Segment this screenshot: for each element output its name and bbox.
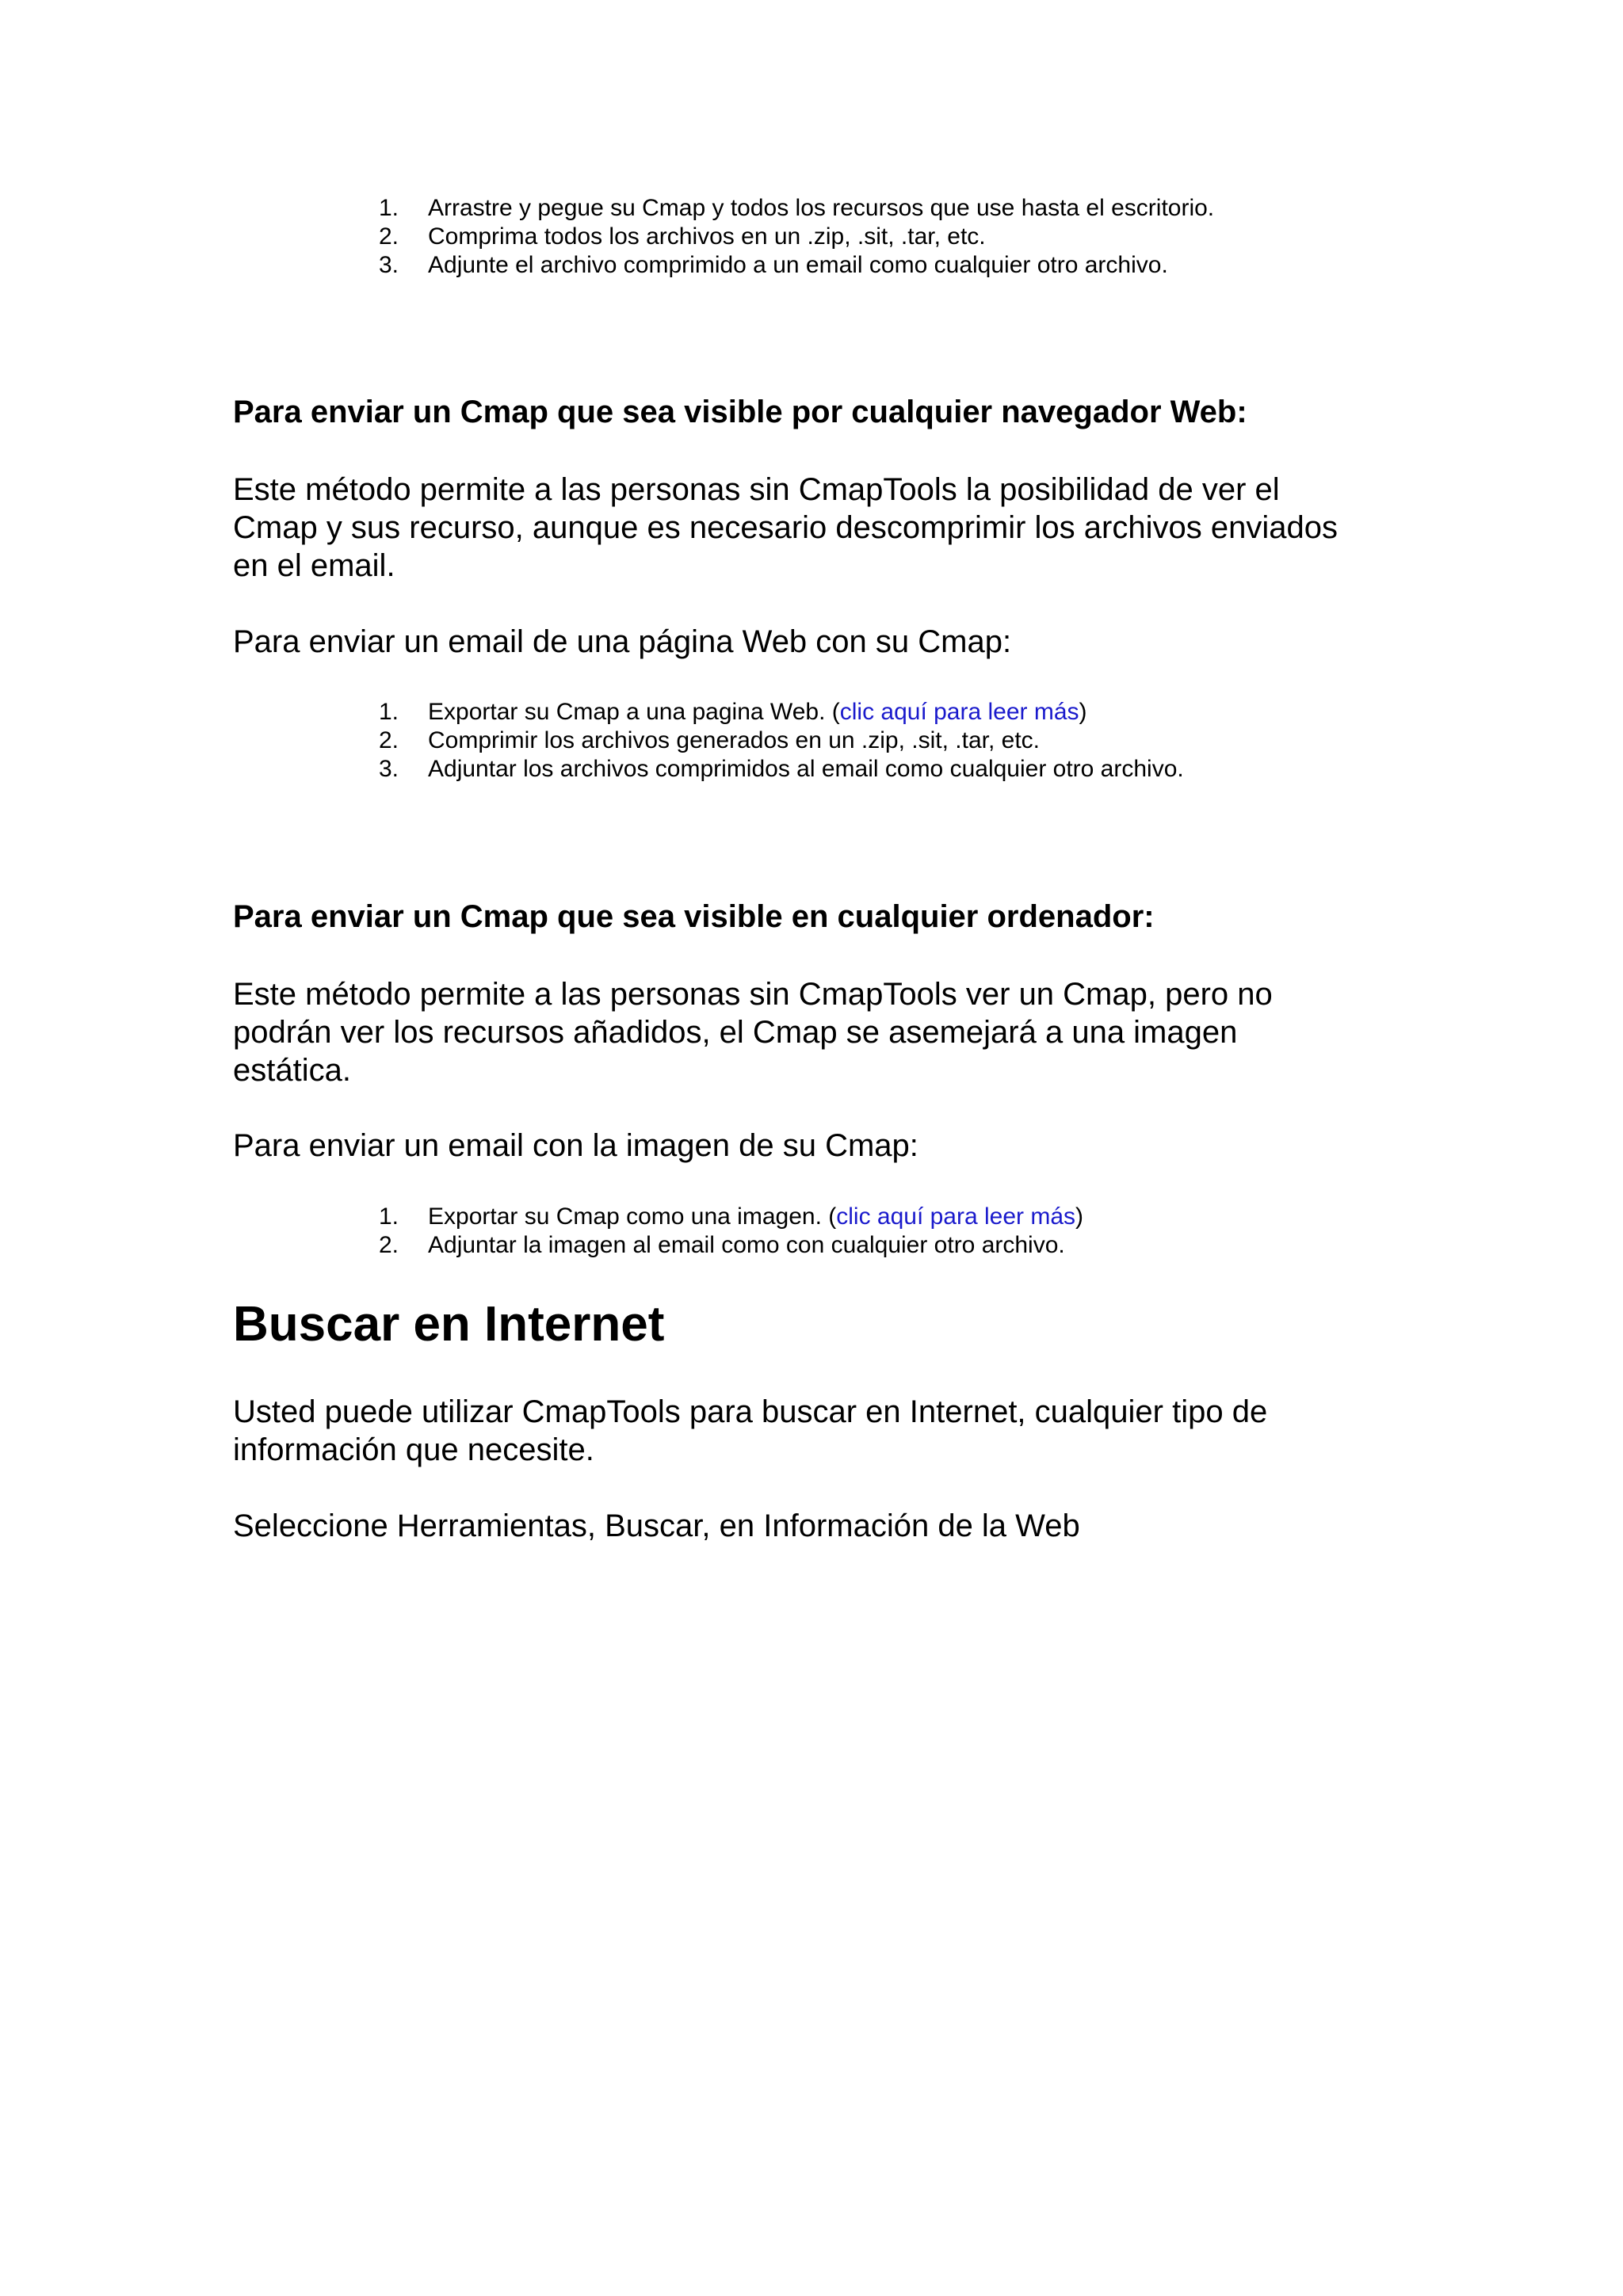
list-item: [379, 1203, 1083, 1231]
list-item: [379, 727, 1184, 755]
section-web-paragraph: [233, 471, 1406, 585]
list-item: [379, 251, 1214, 280]
compress-steps-list: [379, 194, 1214, 280]
read-more-link[interactable]: clic aquí para leer más: [839, 699, 1079, 725]
list-number: 2.: [379, 727, 399, 753]
paragraph-line: información que necesite.: [233, 1432, 594, 1467]
image-export-steps-list: [379, 1203, 1083, 1260]
paragraph-line: estática.: [233, 1053, 351, 1088]
paragraph-line: podrán ver los recursos añadidos, el Cmap se asemejará a una imagen: [233, 1015, 1238, 1050]
section-internet-instruction: Seleccione Herramientas, Buscar, en Información de la Web: [233, 1508, 1080, 1543]
paragraph-line: Cmap y sus recurso, aunque es necesario descomprimir los archivos enviados: [233, 510, 1338, 545]
list-item-text: Adjuntar la imagen al email como con cualquier otro archivo.: [428, 1232, 1065, 1258]
list-item: [379, 223, 1214, 251]
list-number: 1.: [379, 699, 399, 725]
section-computer-paragraph: [233, 975, 1406, 1089]
list-item: [379, 194, 1214, 223]
list-item: [379, 698, 1184, 727]
section-computer-intro: Para enviar un email con la imagen de su Cmap:: [233, 1128, 918, 1163]
list-item: [379, 1231, 1083, 1260]
section-heading-internet: Buscar en Internet: [233, 1297, 665, 1352]
list-item-text: Arrastre y pegue su Cmap y todos los recursos que use hasta el escritorio.: [428, 195, 1215, 221]
read-more-link[interactable]: clic aquí para leer más: [836, 1203, 1076, 1230]
list-item-text: Exportar su Cmap como una imagen. (: [428, 1203, 837, 1230]
list-item-text-close: ): [1075, 1203, 1084, 1230]
list-number: 1.: [379, 195, 399, 221]
list-item-text: Adjunte el archivo comprimido a un email como cualquier otro archivo.: [428, 252, 1168, 278]
list-item-text-close: ): [1079, 699, 1087, 725]
list-item-text: Exportar su Cmap a una pagina Web. (: [428, 699, 840, 725]
web-export-steps-list: [379, 698, 1184, 784]
list-item-text: Comprima todos los archivos en un .zip, .sit, .tar, etc.: [428, 223, 986, 250]
paragraph-line: en el email.: [233, 548, 395, 583]
paragraph-line: Usted puede utilizar CmapTools para buscar en Internet, cualquier tipo de: [233, 1394, 1268, 1429]
paragraph-line: Este método permite a las personas sin CmapTools ver un Cmap, pero no: [233, 977, 1273, 1012]
list-item: [379, 755, 1184, 784]
list-number: 3.: [379, 252, 399, 278]
list-item-text: Comprimir los archivos generados en un .zip, .sit, .tar, etc.: [428, 727, 1040, 753]
list-item-text: Adjuntar los archivos comprimidos al email como cualquier otro archivo.: [428, 756, 1184, 782]
list-number: 3.: [379, 756, 399, 782]
list-number: 2.: [379, 223, 399, 250]
section-internet-paragraph: [233, 1393, 1406, 1469]
section-heading-web: Para enviar un Cmap que sea visible por cualquier navegador Web:: [233, 395, 1247, 429]
section-web-intro: Para enviar un email de una página Web con su Cmap:: [233, 624, 1012, 659]
list-number: 1.: [379, 1203, 399, 1230]
section-heading-computer: Para enviar un Cmap que sea visible en cualquier ordenador:: [233, 899, 1155, 934]
list-number: 2.: [379, 1232, 399, 1258]
paragraph-line: Este método permite a las personas sin CmapTools la posibilidad de ver el: [233, 472, 1280, 507]
